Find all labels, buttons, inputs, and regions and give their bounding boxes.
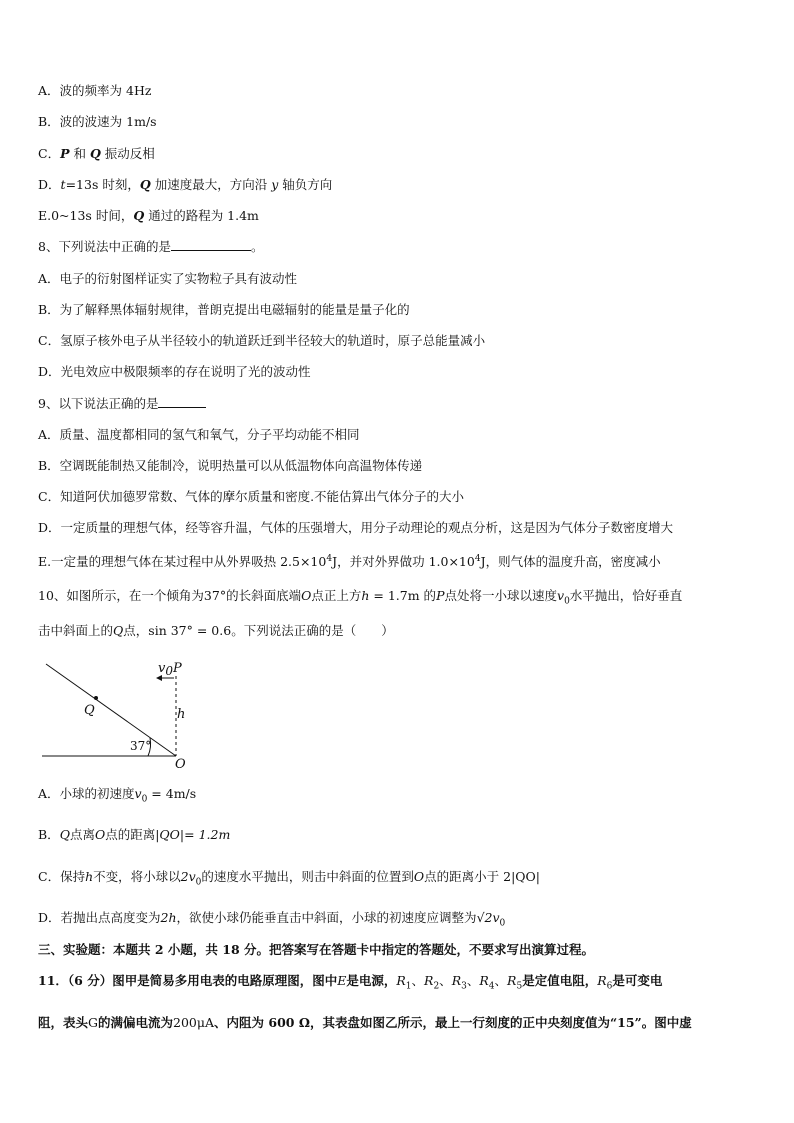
q8-stem: 8、下列说法中正确的是 。: [38, 239, 264, 254]
q7-option-d: D．t=13s 时刻，Q 加速度最大，方向沿 y 轴负方向: [38, 177, 333, 192]
q7-option-c: C．P 和 Q 振动反相: [38, 146, 155, 161]
q9-option-c: C．知道阿伏加德罗常数、气体的摩尔质量和密度.不能估算出气体分子的大小: [38, 489, 465, 504]
point-q-dot: [94, 696, 98, 700]
q9-option-e: E.一定量的理想气体在某过程中从外界吸热 $2.5\times 10^4J$，并对外界做功 $1.0\times 10^4J$，则气体的温度升高，密度减小: [38, 554, 661, 570]
q10-option-c: C．保持h不变，将小球以$2v_0$的速度水平抛出，则击中斜面的位置到O点的距离小于 2|QO|: [38, 869, 541, 888]
label-v0: v0: [158, 661, 173, 678]
incline-projectile-diagram: [38, 656, 218, 771]
q8-option-d: D．光电效应中极限频率的存在说明了光的波动性: [38, 364, 311, 379]
q9-option-b: B．空调既能制热又能制冷，说明热量可以从低温物体向高温物体传递: [38, 458, 423, 473]
label-q: Q: [84, 703, 95, 718]
answer-blank: [158, 395, 206, 408]
q10-option-d: D．若抛出点高度变为2h，欲使小球仍能垂直击中斜面，小球的初速度应调整为$√2v_0$: [38, 910, 506, 929]
q10-option-b: B．Q点离O点的距离|QO|= 1.2m: [38, 827, 231, 842]
q10-option-a: A．小球的初速度$v_0 = 4m/s$: [38, 786, 197, 805]
q11-line1: 11．（6 分）图甲是简易多用电表的电路原理图，图中E是电源，$R_1$、$R_2$、$R_3$、$R_4$、$R_5$是定值电阻，$R_6$是可变电: [38, 973, 663, 992]
q8-option-b: B．为了解释黑体辐射规律，普朗克提出电磁辐射的能量是量子化的: [38, 302, 410, 317]
label-o: O: [175, 757, 186, 771]
q7-option-b: B．波的波速为 1m/s: [38, 114, 157, 129]
q9-stem: 9、以下说法正确的是: [38, 395, 206, 413]
q8-option-a: A．电子的衍射图样证实了实物粒子具有波动性: [38, 271, 298, 286]
section-heading: 三、实验题：本题共 2 小题，共 18 分。把答案写在答题卡中指定的答题处，不要求写出演算过程。: [38, 942, 595, 957]
q8-option-c: C．氢原子核外电子从半径较小的轨道跃迁到半径较大的轨道时，原子总能量减小: [38, 333, 486, 348]
label-h: h: [177, 707, 186, 722]
q10-stem-line1: 10、如图所示，在一个倾角为37°的长斜面底端O点正上方h = 1.7m 的P点处将一小球以速度$v_0$水平抛出，恰好垂直: [38, 588, 683, 607]
answer-blank: [171, 238, 251, 251]
q7-option-e: E.0~13s 时间，Q 通过的路程为 1.4m: [38, 208, 259, 223]
q9-option-a: A．质量、温度都相同的氢气和氧气，分子平均动能不相同: [38, 427, 360, 442]
label-angle: 37°: [130, 739, 152, 753]
label-p: P: [173, 661, 182, 676]
q10-stem-line2: 击中斜面上的Q点，sin 37° = 0.6。下列说法正确的是（ ）: [38, 623, 394, 638]
q11-line2: 阻，表头G的满偏电流为200μA、内阻为 600 Ω，其表盘如图乙所示，最上一行刻度的正中央刻度值为“15”。图中虚: [38, 1015, 692, 1030]
q9-option-d: D．一定质量的理想气体，经等容升温，气体的压强增大，用分子动理论的观点分析，这是因为气体分子数密度增大: [38, 520, 674, 535]
q7-option-a: A．波的频率为 4Hz: [38, 83, 152, 98]
